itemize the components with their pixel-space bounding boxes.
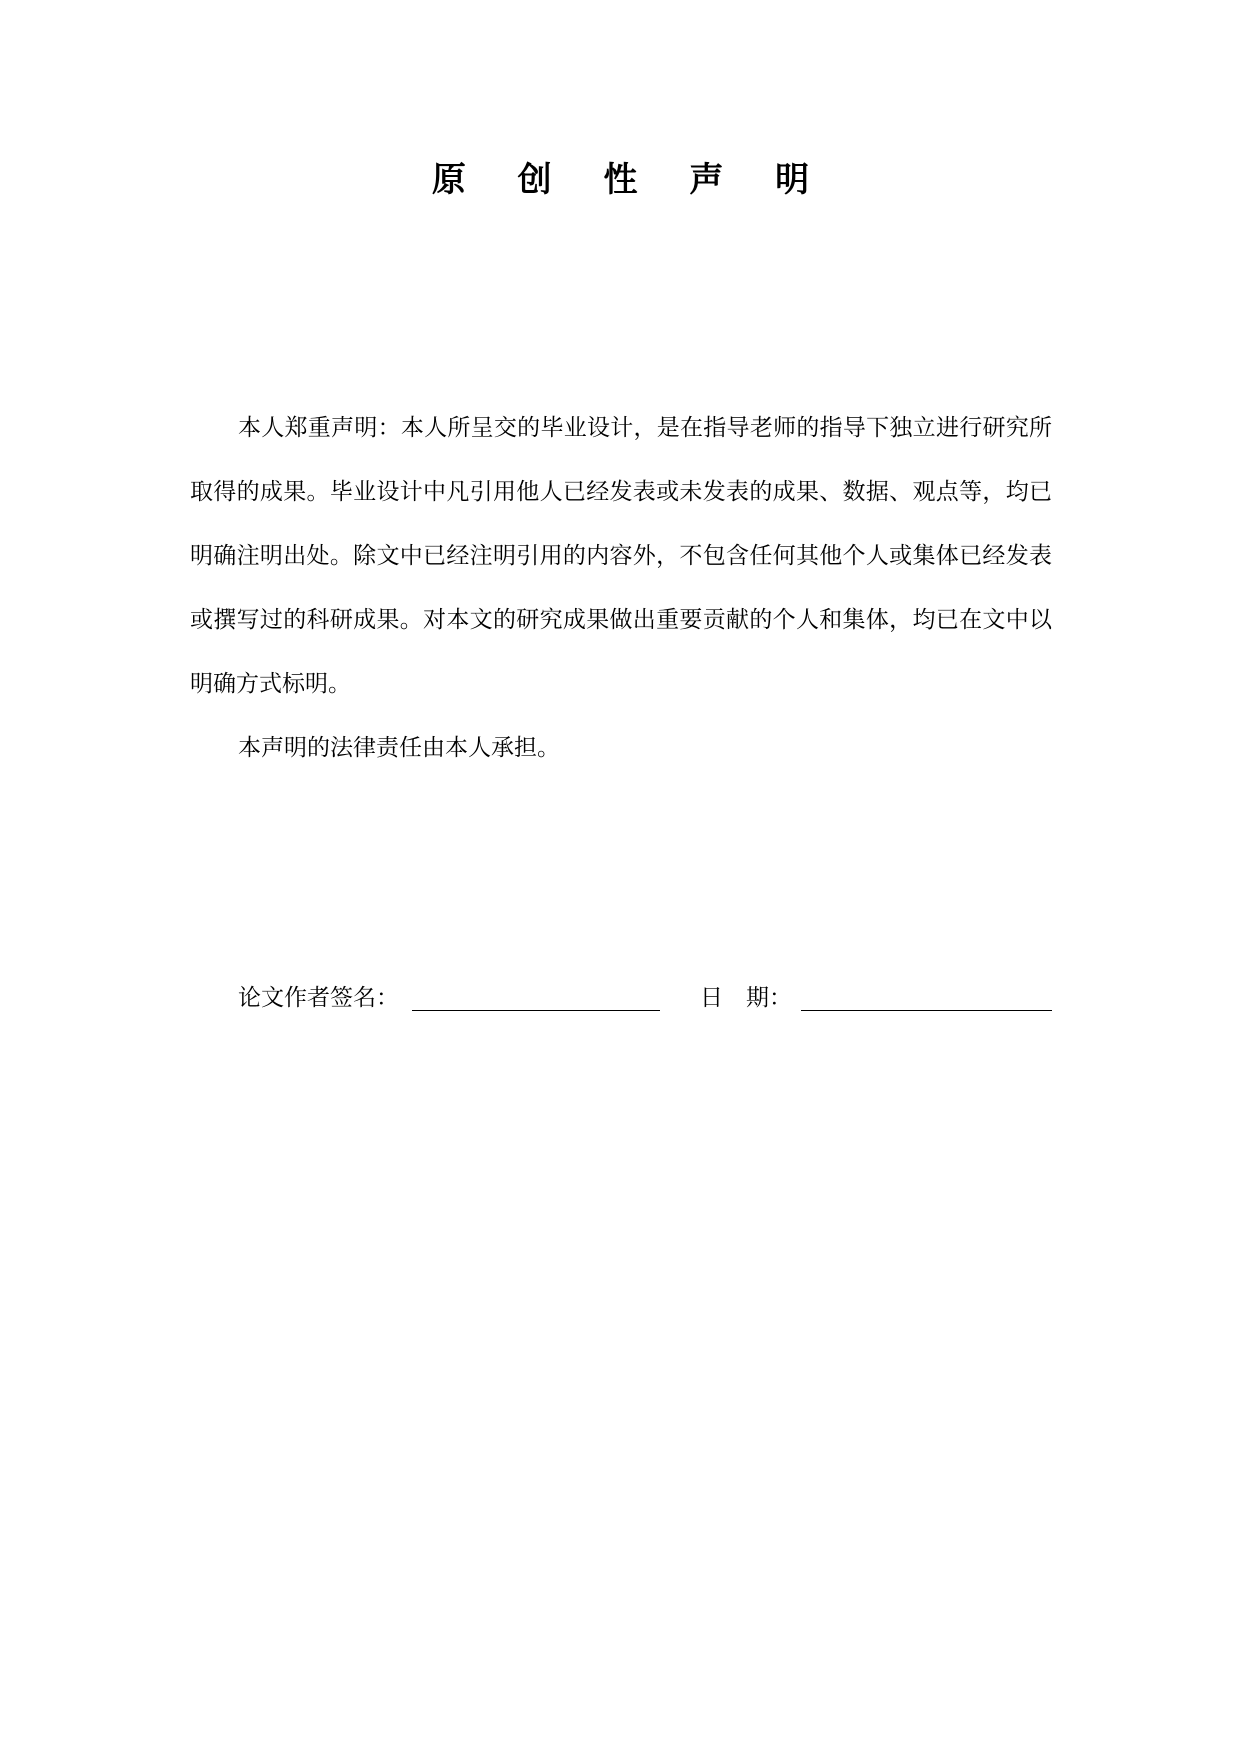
author-signature-line[interactable] [412, 1010, 660, 1011]
signature-row [238, 978, 1052, 1018]
liability-paragraph: 本声明的法律责任由本人承担。 [238, 735, 560, 761]
author-signature-label: 论文作者签名： [238, 985, 399, 1011]
page-title: 原 创 性 声 明 [431, 160, 830, 200]
declaration-paragraph: 本人郑重声明：本人所呈交的毕业设计，是在指导老师的指导下独立进行研究所取得的成果。毕业设计中凡引用他人已经发表或未发表的成果、数据、观点等，均已明确注明出处。除文中已经注明引用的内容外，不包含任何其他个人或集体已经发表或撰写过的科研成果。对本文的研究成果做出重要贡献的个人和集体，均已在文中以明确方式标明。 [190, 415, 1052, 697]
date-label: 日 期： [700, 985, 792, 1011]
declaration-body [190, 396, 1052, 780]
date-line[interactable] [801, 1010, 1052, 1011]
